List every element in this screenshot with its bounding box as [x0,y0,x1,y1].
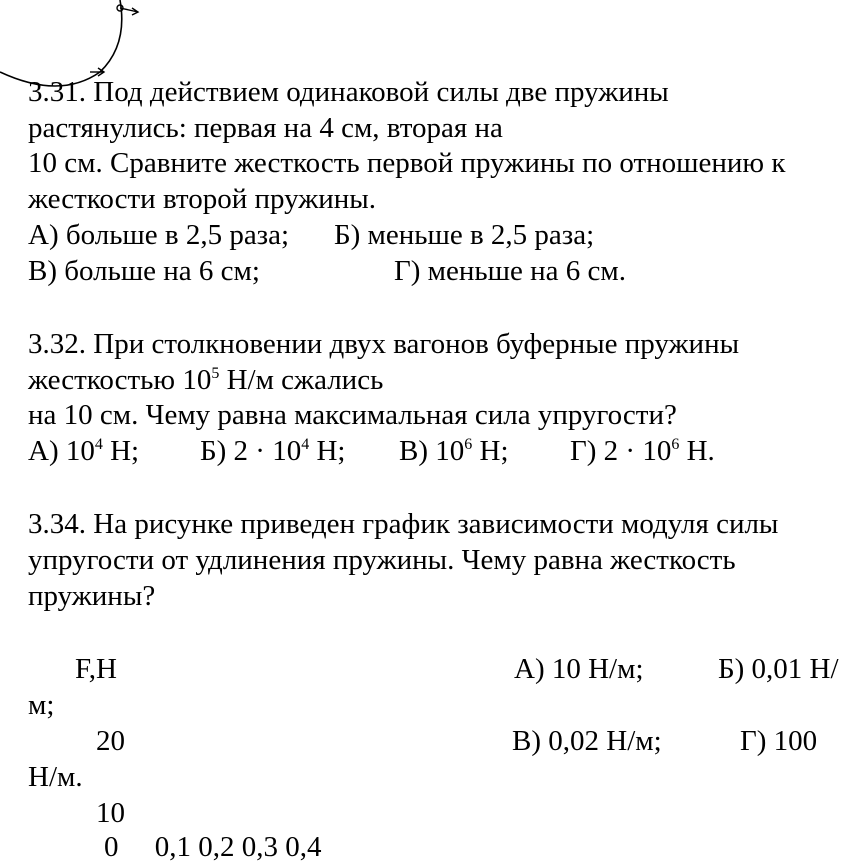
q332-option-v [399,434,509,468]
q332-line2-post: Н/м сжались [219,364,384,396]
q332-line3: на 10 см. Чему равна максимальная сила упругости? [28,399,677,431]
q332-opt-a-post: Н; [102,435,140,467]
q334-line1: 3.34. На рисунке приведен график зависимости модуля силы [28,508,779,540]
q332-opt-g-post: Н. [679,435,715,467]
q332-opt-b-post: Н; [309,435,346,467]
graph-tick-20: 20 [96,725,125,757]
q332-line2 [28,363,383,397]
q334-option-v: В) 0,02 Н/м; [512,725,662,757]
q331-option-v: В) больше на 6 см; [28,255,260,287]
q332-opt-b-exp: 4 [301,436,310,453]
graph-tick-10: 10 [96,797,125,829]
q332-opt-v-post: Н; [472,435,509,467]
q331-option-a: А) больше в 2,5 раза; [28,219,290,251]
q334-option-a: А) 10 Н/м; [514,653,644,685]
q332-opt-a-pre: А) 10 [28,435,95,467]
q334-option-g-wrap: Н/м. [28,761,83,793]
graph-bottom-ticks: 0 0,1 0,2 0,3 0,4 [104,831,322,863]
q334-option-b: Б) 0,01 Н/ [718,653,839,685]
q332-opt-g-pre: Г) 2 · 10 [570,435,672,467]
q331-option-b: Б) меньше в 2,5 раза; [334,219,595,251]
q332-opt-g-exp: 6 [671,436,680,453]
graph-axis-label: F,H [75,653,117,685]
q332-option-a [28,434,139,468]
q331-line4: жесткости второй пружины. [28,183,377,215]
q332-line1: 3.32. При столкновении двух вагонов буферные пружины [28,328,740,360]
q332-opt-v-pre: В) 10 [399,435,465,467]
q332-line2-pre: жесткостью 10 [28,364,212,396]
q334-line3: пружины? [28,580,156,612]
q331-line3: 10 см. Сравните жесткость первой пружины по отношению к [28,147,786,179]
q332-option-b [200,434,345,468]
q331-number: 3.31. [28,76,86,108]
q331-option-g: Г) меньше на 6 см. [394,255,626,287]
q332-line2-exp: 5 [211,365,220,382]
q331-line2: растянулись: первая на 4 см, вторая на [28,112,503,144]
q334-option-g: Г) 100 [740,725,818,757]
q332-opt-v-exp: 6 [464,436,473,453]
q331-line1-text: Под действием одинаковой силы две пружины [93,76,669,108]
q331-line1 [28,75,669,109]
q332-option-g [570,434,715,468]
q332-opt-a-exp: 4 [94,436,103,453]
q334-option-b-wrap: м; [28,689,55,721]
q332-opt-b-pre: Б) 2 · 10 [200,435,302,467]
q334-line2: упругости от удлинения пружины. Чему равна жесткость [28,544,736,576]
